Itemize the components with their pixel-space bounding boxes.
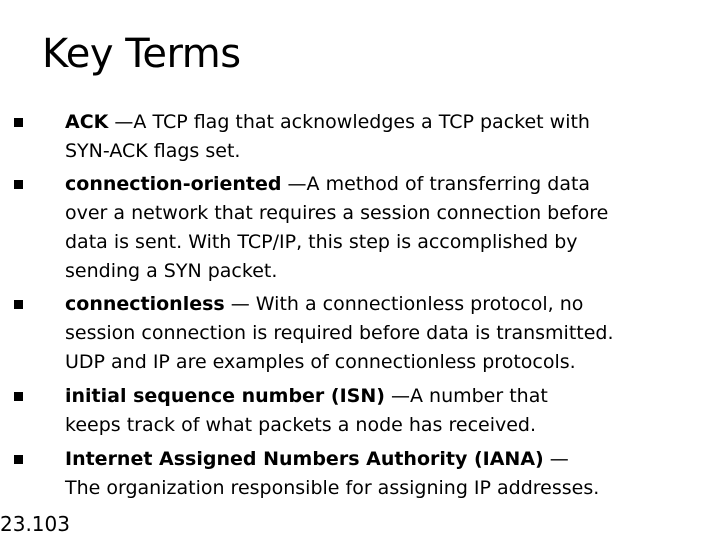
term-name: Internet Assigned Numbers Authority (IANA) — [65, 448, 544, 470]
slide-number: 23.103 — [0, 512, 70, 536]
square-bullet-icon — [14, 300, 23, 309]
term-definition-continued: UDP and IP are examples of connectionless protocols. — [65, 351, 576, 373]
term-name: ACK — [65, 111, 109, 133]
term-definition: —A number that — [384, 385, 548, 407]
term-name: connectionless — [65, 293, 225, 315]
square-bullet-icon — [14, 455, 23, 464]
term-definition: —A TCP flag that acknowledges a TCP packet with — [108, 111, 590, 133]
term-text — [65, 108, 675, 166]
square-bullet-icon — [14, 180, 23, 189]
term-definition: —A method of transferring data — [281, 173, 591, 195]
term-name: initial sequence number (ISN) — [65, 385, 385, 407]
term-definition-continued: data is sent. With TCP/IP, this step is accomplished by — [65, 231, 578, 253]
slide-title: Key Terms — [42, 31, 241, 77]
term-text — [65, 445, 675, 503]
term-definition-continued: The organization responsible for assigning IP addresses. — [65, 477, 600, 499]
term-name: connection-oriented — [65, 173, 282, 195]
term-text — [65, 382, 675, 440]
term-definition-continued: session connection is required before data is transmitted. — [65, 322, 614, 344]
term-text — [65, 290, 675, 377]
term-definition: — — [543, 448, 569, 470]
square-bullet-icon — [14, 392, 23, 401]
square-bullet-icon — [14, 118, 23, 127]
term-definition-continued: SYN-ACK flags set. — [65, 140, 241, 162]
term-definition-continued: keeps track of what packets a node has received. — [65, 414, 537, 436]
term-definition: — With a connectionless protocol, no — [224, 293, 584, 315]
term-definition-continued: over a network that requires a session connection before — [65, 202, 609, 224]
term-definition-continued: sending a SYN packet. — [65, 260, 278, 282]
term-text — [65, 170, 675, 286]
